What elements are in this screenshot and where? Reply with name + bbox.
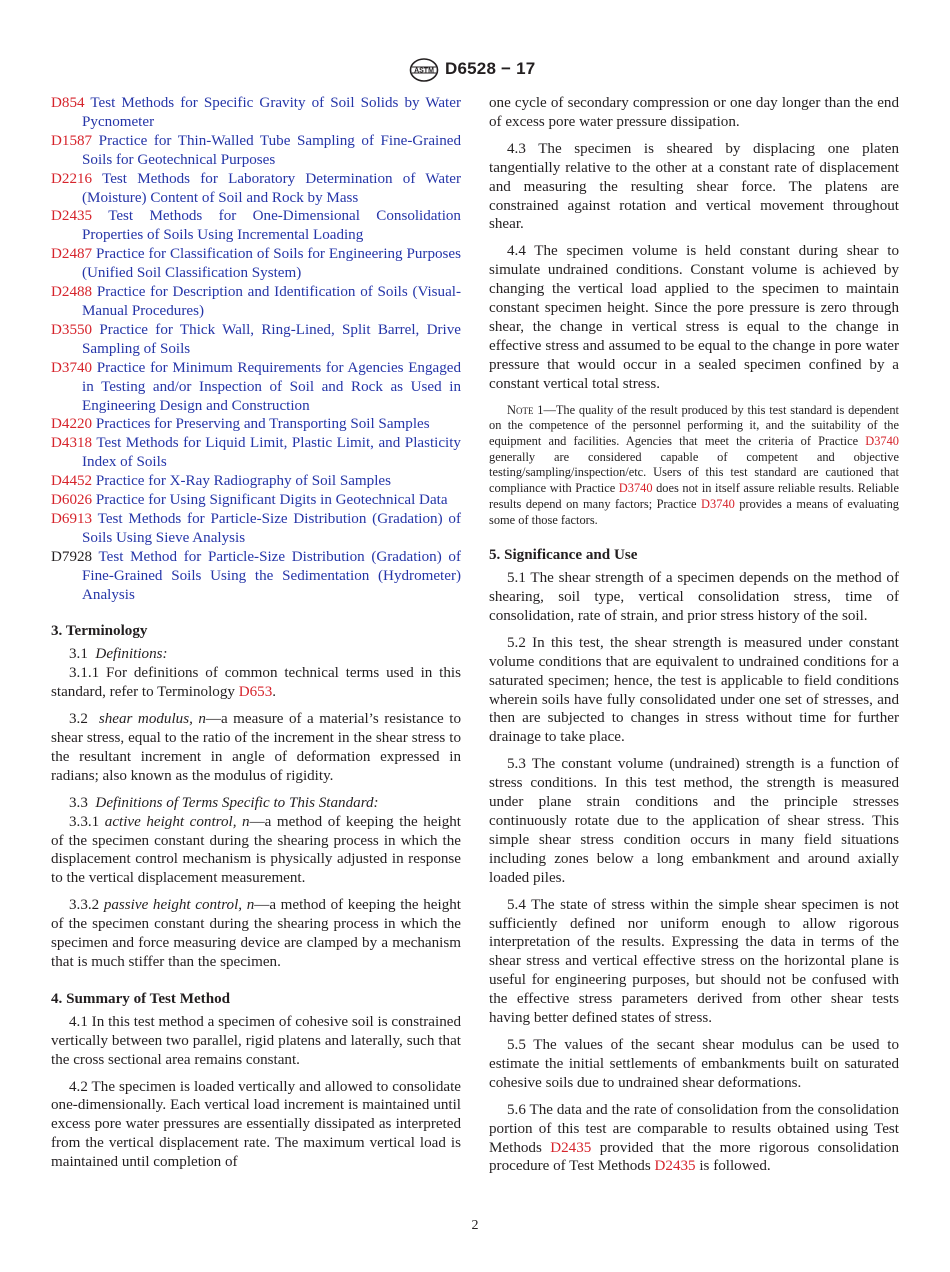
reference-title[interactable]: Test Methods for Specific Gravity of Soil Solids by Water Pycnometer xyxy=(82,95,461,130)
reference-title[interactable]: Test Methods for Particle-Size Distribution (Gradation) of Soils Using Sieve Analysis xyxy=(82,510,461,546)
reference-code[interactable]: D3740 xyxy=(51,359,93,376)
reference-item xyxy=(51,283,461,321)
para-3-1: 3.1 Definitions: xyxy=(69,646,168,663)
reference-title[interactable]: Practice for Using Significant Digits in Geotechnical Data xyxy=(95,492,448,509)
reference-code[interactable]: D2435 xyxy=(51,208,93,225)
reference-item xyxy=(51,132,461,170)
link-d653[interactable]: D653 xyxy=(238,684,273,701)
para-4-3: 4.3 The specimen is sheared by displacing one platen tangentially relative to the other at a constant rate of displacement and measuring the resulting shear force. The platens are constrained against rotation and vertical movement throughout shear. xyxy=(489,140,899,233)
reference-code[interactable]: D4318 xyxy=(51,435,93,452)
reference-item xyxy=(51,415,461,434)
reference-code[interactable]: D2216 xyxy=(51,170,93,187)
reference-title[interactable]: Test Methods for Laboratory Determination of Water (Moisture) Content of Soil and Rock by Mass xyxy=(82,170,461,206)
reference-code[interactable]: D4220 xyxy=(51,416,93,433)
reference-code[interactable]: D3550 xyxy=(51,321,93,338)
reference-item xyxy=(51,207,461,245)
reference-item xyxy=(51,510,461,548)
para-5-1: 5.1 The shear strength of a specimen depends on the method of shearing, soil type, vertical consolidation stress, time of consolidation, rate of strain, and prior stress history of the soil. xyxy=(489,570,899,624)
link-d3740[interactable]: D3740 xyxy=(618,481,653,496)
reference-item xyxy=(51,359,461,416)
page-number: 2 xyxy=(471,1218,479,1233)
para-3-3-1: 3.3.1 active height control, n—a method of keeping the height of the specimen constant during the shearing process in which the displacement control mechanism is physically adjusted in response to the vertical displacement measurement. xyxy=(51,813,461,887)
para-5-6: 5.6 The data and the rate of consolidation from the consolidation portion of this test are comparable to results obtained using Test Methods D2435 provided that the more rigorous consolidation procedure of Test Methods D2435 is followed. xyxy=(489,1101,899,1175)
link-d2435[interactable]: D2435 xyxy=(654,1158,696,1175)
section-5-heading: 5. Significance and Use xyxy=(489,547,638,564)
reference-code[interactable]: D7928 xyxy=(51,548,93,565)
reference-item xyxy=(51,434,461,472)
reference-item xyxy=(51,472,461,491)
para-5-2: 5.2 In this test, the shear strength is measured under constant volume conditions that are equivalent to undrained conditions for a saturated specimen; hence, the test is applicable to field conditions wherein soils have fully consolidated under one set of stresses, and then are subjected to changes in stress without time for further drainage to take place. xyxy=(489,634,899,746)
para-3-1-1: 3.1.1 For definitions of common technical terms used in this standard, refer to Terminology D653. xyxy=(51,665,461,701)
reference-title[interactable]: Practice for Minimum Requirements for Agencies Engaged in Testing and/or Inspection of Soil and Rock as Used in Engineering Design and Construction xyxy=(82,359,461,414)
para-5-4: 5.4 The state of stress within the simple shear specimen is not sufficiently defined nor uniform enough to allow rigorous interpretation of the results. Expressing the data in terms of the shear stress and vertical effective stress on the horizontal plane is useful for engineering purposes, but should not be confused with the effective stress parameters derived from other shear tests having better defined states of stress. xyxy=(489,896,899,1027)
reference-title[interactable]: Practice for Thick Wall, Ring-Lined, Split Barrel, Drive Sampling of Soils xyxy=(82,321,461,357)
astm-logo-icon xyxy=(409,58,439,82)
right-column xyxy=(489,94,899,1176)
reference-title[interactable]: Practice for X-Ray Radiography of Soil Samples xyxy=(95,473,391,490)
reference-code[interactable]: D854 xyxy=(51,95,85,111)
reference-title[interactable]: Practice for Description and Identification of Soils (Visual-Manual Procedures) xyxy=(82,284,461,319)
para-3-3-2: 3.3.2 passive height control, n—a method of keeping the height of the specimen constant during the shearing process in which the specimen and force measuring device are clamped by a mechanism that is much stiffer than the specimen. xyxy=(51,897,461,970)
reference-title[interactable]: Test Methods for One-Dimensional Consolidation Properties of Soils Using Incremental Loading xyxy=(82,208,461,244)
para-5-3: 5.3 The constant volume (undrained) strength is a function of stress conditions. In this test method, the strength is measured under plane strain conditions and the principle stresses continuously rotate due to the application of shear stress. This simple shear stress condition occurs in many field situations including zones below a long embankment and around axially loaded piles. xyxy=(489,756,899,886)
reference-item xyxy=(51,548,461,605)
reference-code[interactable]: D2487 xyxy=(51,246,93,263)
section-4-heading: 4. Summary of Test Method xyxy=(51,990,231,1007)
reference-code[interactable]: D6913 xyxy=(51,510,93,527)
para-4-2: 4.2 The specimen is loaded vertically and allowed to consolidate one-dimensionally. Each vertical load increment is maintained until excess pore water pressures are essentially dissipated as interpreted from the vertical displacement rate. The maximum vertical load is maintained until completion of xyxy=(51,1078,461,1171)
para-4-4: 4.4 The specimen volume is held constant during shear to simulate undrained conditions. Constant volume is achieved by changing the vertical load applied to the specimen to maintain constant specimen height. Since the pore pressure is zero through shear, the change in vertical stress is equal to the change in effective stress and assumed to be equal to the change in pore water pressure that would occur in a sealed specimen confined by a constant vertical total stress. xyxy=(489,243,899,392)
reference-item xyxy=(51,245,461,283)
reference-item xyxy=(51,491,461,510)
para-4-1: 4.1 In this test method a specimen of cohesive soil is constrained vertically between two parallel, rigid platens and laterally, such that the cross sectional area remains constant. xyxy=(51,1013,461,1068)
reference-title[interactable]: Test Methods for Liquid Limit, Plastic Limit, and Plasticity Index of Soils xyxy=(82,435,461,471)
svg-text:ASTM: ASTM xyxy=(414,67,434,75)
para-3-2: 3.2 shear modulus, n—a measure of a material’s resistance to shear stress, equal to the ratio of the increment in the shear stress to the resultant increment in angle of deformation expressed in radians; also known as the modulus of rigidity. xyxy=(51,711,461,784)
reference-title[interactable]: Test Method for Particle-Size Distribution (Gradation) of Fine-Grained Soils Using the Sedimentation (Hydrometer) Analysis xyxy=(82,548,461,603)
link-d3740[interactable]: D3740 xyxy=(701,496,735,511)
left-column xyxy=(51,94,461,1172)
document-designation: D6528 − 17 xyxy=(445,59,536,78)
para-3-3: 3.3 Definitions of Terms Specific to This Standard: xyxy=(69,794,379,811)
para-4-2-continued: one cycle of secondary compression or one day longer than the end of excess pore water pressure dissipation. xyxy=(489,95,899,130)
referenced-documents-list xyxy=(51,94,461,604)
link-d3740[interactable]: D3740 xyxy=(865,434,899,448)
section-3-heading: 3. Terminology xyxy=(51,623,148,640)
reference-code[interactable]: D1587 xyxy=(51,132,93,149)
para-5-5: 5.5 The values of the secant shear modulus can be used to estimate the initial settlements of embankments built on saturated cohesive soils due to undrained shear deformations. xyxy=(489,1036,899,1091)
reference-code[interactable]: D6026 xyxy=(51,492,93,509)
reference-item xyxy=(51,170,461,208)
reference-code[interactable]: D2488 xyxy=(51,284,93,301)
link-d2435[interactable]: D2435 xyxy=(550,1139,592,1156)
reference-item xyxy=(51,94,461,132)
note-1: Note 1—The quality of the result produced by this test standard is dependent on the competence of the personnel performing it, and the suitability of the equipment and facilities. Agencies that meet the criteria of Practice D3740 generally are considered capable of competent and objective testing/sampling/inspection/etc. Users of this test standard are cautioned that compliance with Practice D3740 does not in itself assure reliable results. Reliable results depend on many factors; Practice D3740 provides a means of evaluating some of those factors. xyxy=(489,402,899,527)
reference-title[interactable]: Practice for Thin-Walled Tube Sampling of Fine-Grained Soils for Geotechnical Purposes xyxy=(82,132,462,168)
reference-title[interactable]: Practice for Classification of Soils for Engineering Purposes (Unified Soil Classification System) xyxy=(82,246,461,282)
reference-title[interactable]: Practices for Preserving and Transporting Soil Samples xyxy=(95,416,430,433)
page-header xyxy=(0,58,950,82)
reference-code[interactable]: D4452 xyxy=(51,473,93,490)
reference-item xyxy=(51,321,461,359)
